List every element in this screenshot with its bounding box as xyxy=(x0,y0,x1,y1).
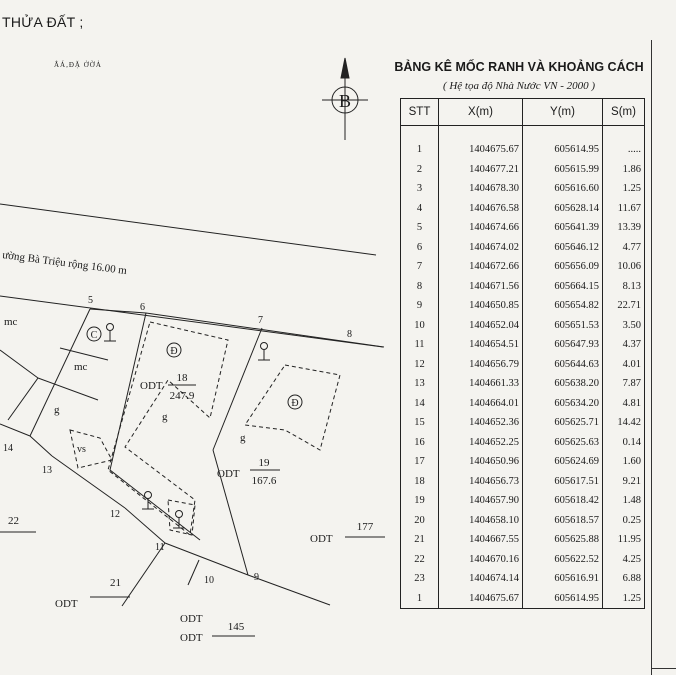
page-title: THỬA ĐẤT ; xyxy=(2,14,84,30)
svg-text:ODT: ODT xyxy=(310,533,333,545)
svg-text:ODT: ODT xyxy=(217,468,240,480)
table-cell-x: 1404658.10 xyxy=(439,511,523,531)
table-cell-y: 605634.20 xyxy=(523,394,603,414)
svg-text:ODT: ODT xyxy=(55,598,78,610)
table-cell-s: 1.48 xyxy=(603,491,645,511)
table-cell-s: 1.25 xyxy=(603,179,645,199)
table-cell-x: 1404671.56 xyxy=(439,277,523,297)
table-cell-y: 605656.09 xyxy=(523,257,603,277)
table-cell-y: 605647.93 xyxy=(523,335,603,355)
table-cell-x: 1404661.33 xyxy=(439,374,523,394)
zone-g-right: g xyxy=(240,432,246,444)
table-cell-stt: 12 xyxy=(401,355,439,375)
table-cell-x: 1404652.04 xyxy=(439,316,523,336)
point-11: 11 xyxy=(155,542,165,553)
svg-text:19: 19 xyxy=(258,457,270,469)
table-cell-x: 1404667.55 xyxy=(439,530,523,550)
point-10: 10 xyxy=(204,575,214,586)
table-cell-x: 1404675.67 xyxy=(439,589,523,609)
table-cell-y: 605654.82 xyxy=(523,296,603,316)
table-cell-s: 1.86 xyxy=(603,160,645,180)
table-body xyxy=(401,126,645,609)
column-header-s: S(m) xyxy=(603,99,645,126)
frame-border xyxy=(652,668,676,669)
table-row xyxy=(401,374,645,394)
point-8: 8 xyxy=(347,329,352,340)
table-cell-stt: 1 xyxy=(401,589,439,609)
table-cell-s: 4.25 xyxy=(603,550,645,570)
zone-mc: mc xyxy=(74,361,88,373)
parcel-boundaries xyxy=(0,309,384,606)
table-cell-x: 1404664.01 xyxy=(439,394,523,414)
road xyxy=(0,204,383,347)
table-row xyxy=(401,355,645,375)
table-cell-y: 605651.53 xyxy=(523,316,603,336)
table-cell-y: 605644.63 xyxy=(523,355,603,375)
circle-c-icon xyxy=(87,327,101,341)
table-cell-x: 1404657.90 xyxy=(439,491,523,511)
table-cell-s: 0.14 xyxy=(603,433,645,453)
table-cell-y: 605625.88 xyxy=(523,530,603,550)
road-label: ường Bà Triệu rộng 16.00 m xyxy=(1,249,128,278)
table-cell-s: 9.21 xyxy=(603,472,645,492)
table-cell-y: 605614.95 xyxy=(523,140,603,160)
table-row xyxy=(401,452,645,472)
table-cell-stt: 13 xyxy=(401,374,439,394)
table-cell-x: 1404672.66 xyxy=(439,257,523,277)
svg-text:145: 145 xyxy=(227,621,245,633)
svg-text:Đ: Đ xyxy=(170,346,178,357)
table-cell-stt: 2 xyxy=(401,160,439,180)
svg-text:ODT: ODT xyxy=(140,380,163,392)
table-cell-x: 1404656.73 xyxy=(439,472,523,492)
zone-g-left: g xyxy=(54,404,60,416)
table-cell-s: 4.81 xyxy=(603,394,645,414)
table-cell-s: 8.13 xyxy=(603,277,645,297)
point-13: 13 xyxy=(42,465,52,476)
point-5: 5 xyxy=(88,295,93,306)
table-row xyxy=(401,257,645,277)
zone-g-center: g xyxy=(162,411,168,423)
coordinate-table xyxy=(400,98,645,609)
table-cell-stt: 16 xyxy=(401,433,439,453)
svg-text:18: 18 xyxy=(176,372,188,384)
zone-vs: vs xyxy=(77,444,86,455)
table-cell-y: 605616.91 xyxy=(523,569,603,589)
parcel-18-label xyxy=(140,372,196,402)
table-row xyxy=(401,199,645,219)
table-row xyxy=(401,140,645,160)
svg-text:21: 21 xyxy=(110,577,121,589)
svg-text:167.6: 167.6 xyxy=(251,475,277,487)
table-cell-x: 1404677.21 xyxy=(439,160,523,180)
table-cell-x: 1404654.51 xyxy=(439,335,523,355)
table-cell-stt: 6 xyxy=(401,238,439,258)
table-cell-stt: 9 xyxy=(401,296,439,316)
table-cell-s: ..... xyxy=(603,140,645,160)
table-cell-stt: 5 xyxy=(401,218,439,238)
table-cell-s: 3.50 xyxy=(603,316,645,336)
svg-text:22: 22 xyxy=(8,515,19,527)
table-cell-x: 1404674.14 xyxy=(439,569,523,589)
tree-marker-icon xyxy=(104,324,116,342)
svg-text:177: 177 xyxy=(356,521,374,533)
table-row xyxy=(401,413,645,433)
table-cell-stt: 18 xyxy=(401,472,439,492)
table-row xyxy=(401,491,645,511)
svg-text:C: C xyxy=(90,330,98,341)
table-row xyxy=(401,511,645,531)
table-cell-y: 605614.95 xyxy=(523,589,603,609)
table-cell-stt: 10 xyxy=(401,316,439,336)
table-cell-x: 1404678.30 xyxy=(439,179,523,199)
table-row xyxy=(401,394,645,414)
tree-marker-icon xyxy=(173,511,185,529)
compass-letter: B xyxy=(338,91,352,111)
table-cell-y: 605624.69 xyxy=(523,452,603,472)
table-row xyxy=(401,238,645,258)
table-cell-y: 605615.99 xyxy=(523,160,603,180)
table-cell-stt: 22 xyxy=(401,550,439,570)
svg-text:ODT: ODT xyxy=(180,632,203,644)
point-14: 14 xyxy=(3,443,13,454)
table-cell-x: 1404674.66 xyxy=(439,218,523,238)
svg-text:247.9: 247.9 xyxy=(169,390,195,402)
table-cell-stt: 19 xyxy=(401,491,439,511)
table-title: BẢNG KÊ MỐC RANH VÀ KHOẢNG CÁCH xyxy=(394,60,644,74)
table-cell-x: 1404652.25 xyxy=(439,433,523,453)
table-cell-y: 605646.12 xyxy=(523,238,603,258)
table-row xyxy=(401,277,645,297)
point-6: 6 xyxy=(140,302,145,313)
frame-border xyxy=(651,40,652,675)
table-cell-y: 605618.57 xyxy=(523,511,603,531)
table-row xyxy=(401,218,645,238)
point-7: 7 xyxy=(258,315,263,326)
table-cell-y: 605638.20 xyxy=(523,374,603,394)
table-cell-s: 4.37 xyxy=(603,335,645,355)
table-cell-s: 1.25 xyxy=(603,589,645,609)
tree-marker-icon xyxy=(258,343,270,361)
table-cell-stt: 8 xyxy=(401,277,439,297)
table-cell-x: 1404652.36 xyxy=(439,413,523,433)
parcel-odt-label xyxy=(180,613,203,625)
table-cell-stt: 11 xyxy=(401,335,439,355)
svg-text:ODT: ODT xyxy=(180,613,203,625)
table-cell-s: 1.60 xyxy=(603,452,645,472)
table-cell-s: 13.39 xyxy=(603,218,645,238)
table-cell-stt: 1 xyxy=(401,140,439,160)
table-cell-stt: 14 xyxy=(401,394,439,414)
table-cell-s: 11.95 xyxy=(603,530,645,550)
table-cell-stt: 4 xyxy=(401,199,439,219)
table-cell-x: 1404675.67 xyxy=(439,140,523,160)
parcel-22-label xyxy=(8,515,19,527)
table-cell-s: 4.77 xyxy=(603,238,645,258)
table-row xyxy=(401,335,645,355)
table-cell-x: 1404650.96 xyxy=(439,452,523,472)
table-cell-s: 22.71 xyxy=(603,296,645,316)
table-cell-x: 1404674.02 xyxy=(439,238,523,258)
tree-marker-icon xyxy=(142,492,154,510)
table-cell-stt: 23 xyxy=(401,569,439,589)
table-header-row xyxy=(401,99,645,126)
table-row xyxy=(401,160,645,180)
table-cell-y: 605618.42 xyxy=(523,491,603,511)
parcel-177-label xyxy=(310,521,385,545)
table-cell-stt: 21 xyxy=(401,530,439,550)
table-row xyxy=(401,316,645,336)
scale-note: ẮÁ,ĐẶ ỞỜẢ xyxy=(54,61,102,69)
table-cell-x: 1404656.79 xyxy=(439,355,523,375)
column-header-stt: STT xyxy=(401,99,439,126)
table-cell-s: 11.67 xyxy=(603,199,645,219)
table-subtitle: ( Hệ tọa độ Nhà Nước VN - 2000 ) xyxy=(442,80,596,92)
table-cell-y: 605622.52 xyxy=(523,550,603,570)
table-cell-x: 1404676.58 xyxy=(439,199,523,219)
circle-d-icon xyxy=(167,343,181,357)
table-cell-stt: 15 xyxy=(401,413,439,433)
column-header-y: Y(m) xyxy=(523,99,603,126)
table-row xyxy=(401,179,645,199)
circle-d-icon xyxy=(288,395,302,409)
point-9: 9 xyxy=(254,572,259,583)
table-cell-s: 0.25 xyxy=(603,511,645,531)
parcel-21-label xyxy=(55,577,130,610)
zone-mc-left: mc xyxy=(4,316,18,328)
table-cell-stt: 7 xyxy=(401,257,439,277)
column-header-x: X(m) xyxy=(439,99,523,126)
table-cell-y: 605617.51 xyxy=(523,472,603,492)
table-cell-y: 605664.15 xyxy=(523,277,603,297)
table-spacer-row xyxy=(401,126,645,141)
table-row xyxy=(401,530,645,550)
table-cell-stt: 20 xyxy=(401,511,439,531)
table-row xyxy=(401,569,645,589)
table-row xyxy=(401,296,645,316)
table-row xyxy=(401,472,645,492)
table-cell-y: 605628.14 xyxy=(523,199,603,219)
table-cell-s: 14.42 xyxy=(603,413,645,433)
building-outlines xyxy=(70,322,340,535)
table-cell-y: 605625.71 xyxy=(523,413,603,433)
parcel-19-label xyxy=(217,457,280,487)
table-cell-y: 605641.39 xyxy=(523,218,603,238)
table-cell-y: 605625.63 xyxy=(523,433,603,453)
table-cell-stt: 3 xyxy=(401,179,439,199)
table-cell-y: 605616.60 xyxy=(523,179,603,199)
table-cell-s: 6.88 xyxy=(603,569,645,589)
table-cell-s: 4.01 xyxy=(603,355,645,375)
table-cell-s: 7.87 xyxy=(603,374,645,394)
table-cell-x: 1404670.16 xyxy=(439,550,523,570)
point-12: 12 xyxy=(110,509,120,520)
table-row xyxy=(401,433,645,453)
table-cell-stt: 17 xyxy=(401,452,439,472)
svg-text:Đ: Đ xyxy=(291,398,299,409)
table-cell-x: 1404650.85 xyxy=(439,296,523,316)
table-row xyxy=(401,589,645,609)
table-row xyxy=(401,550,645,570)
table-cell-s: 10.06 xyxy=(603,257,645,277)
